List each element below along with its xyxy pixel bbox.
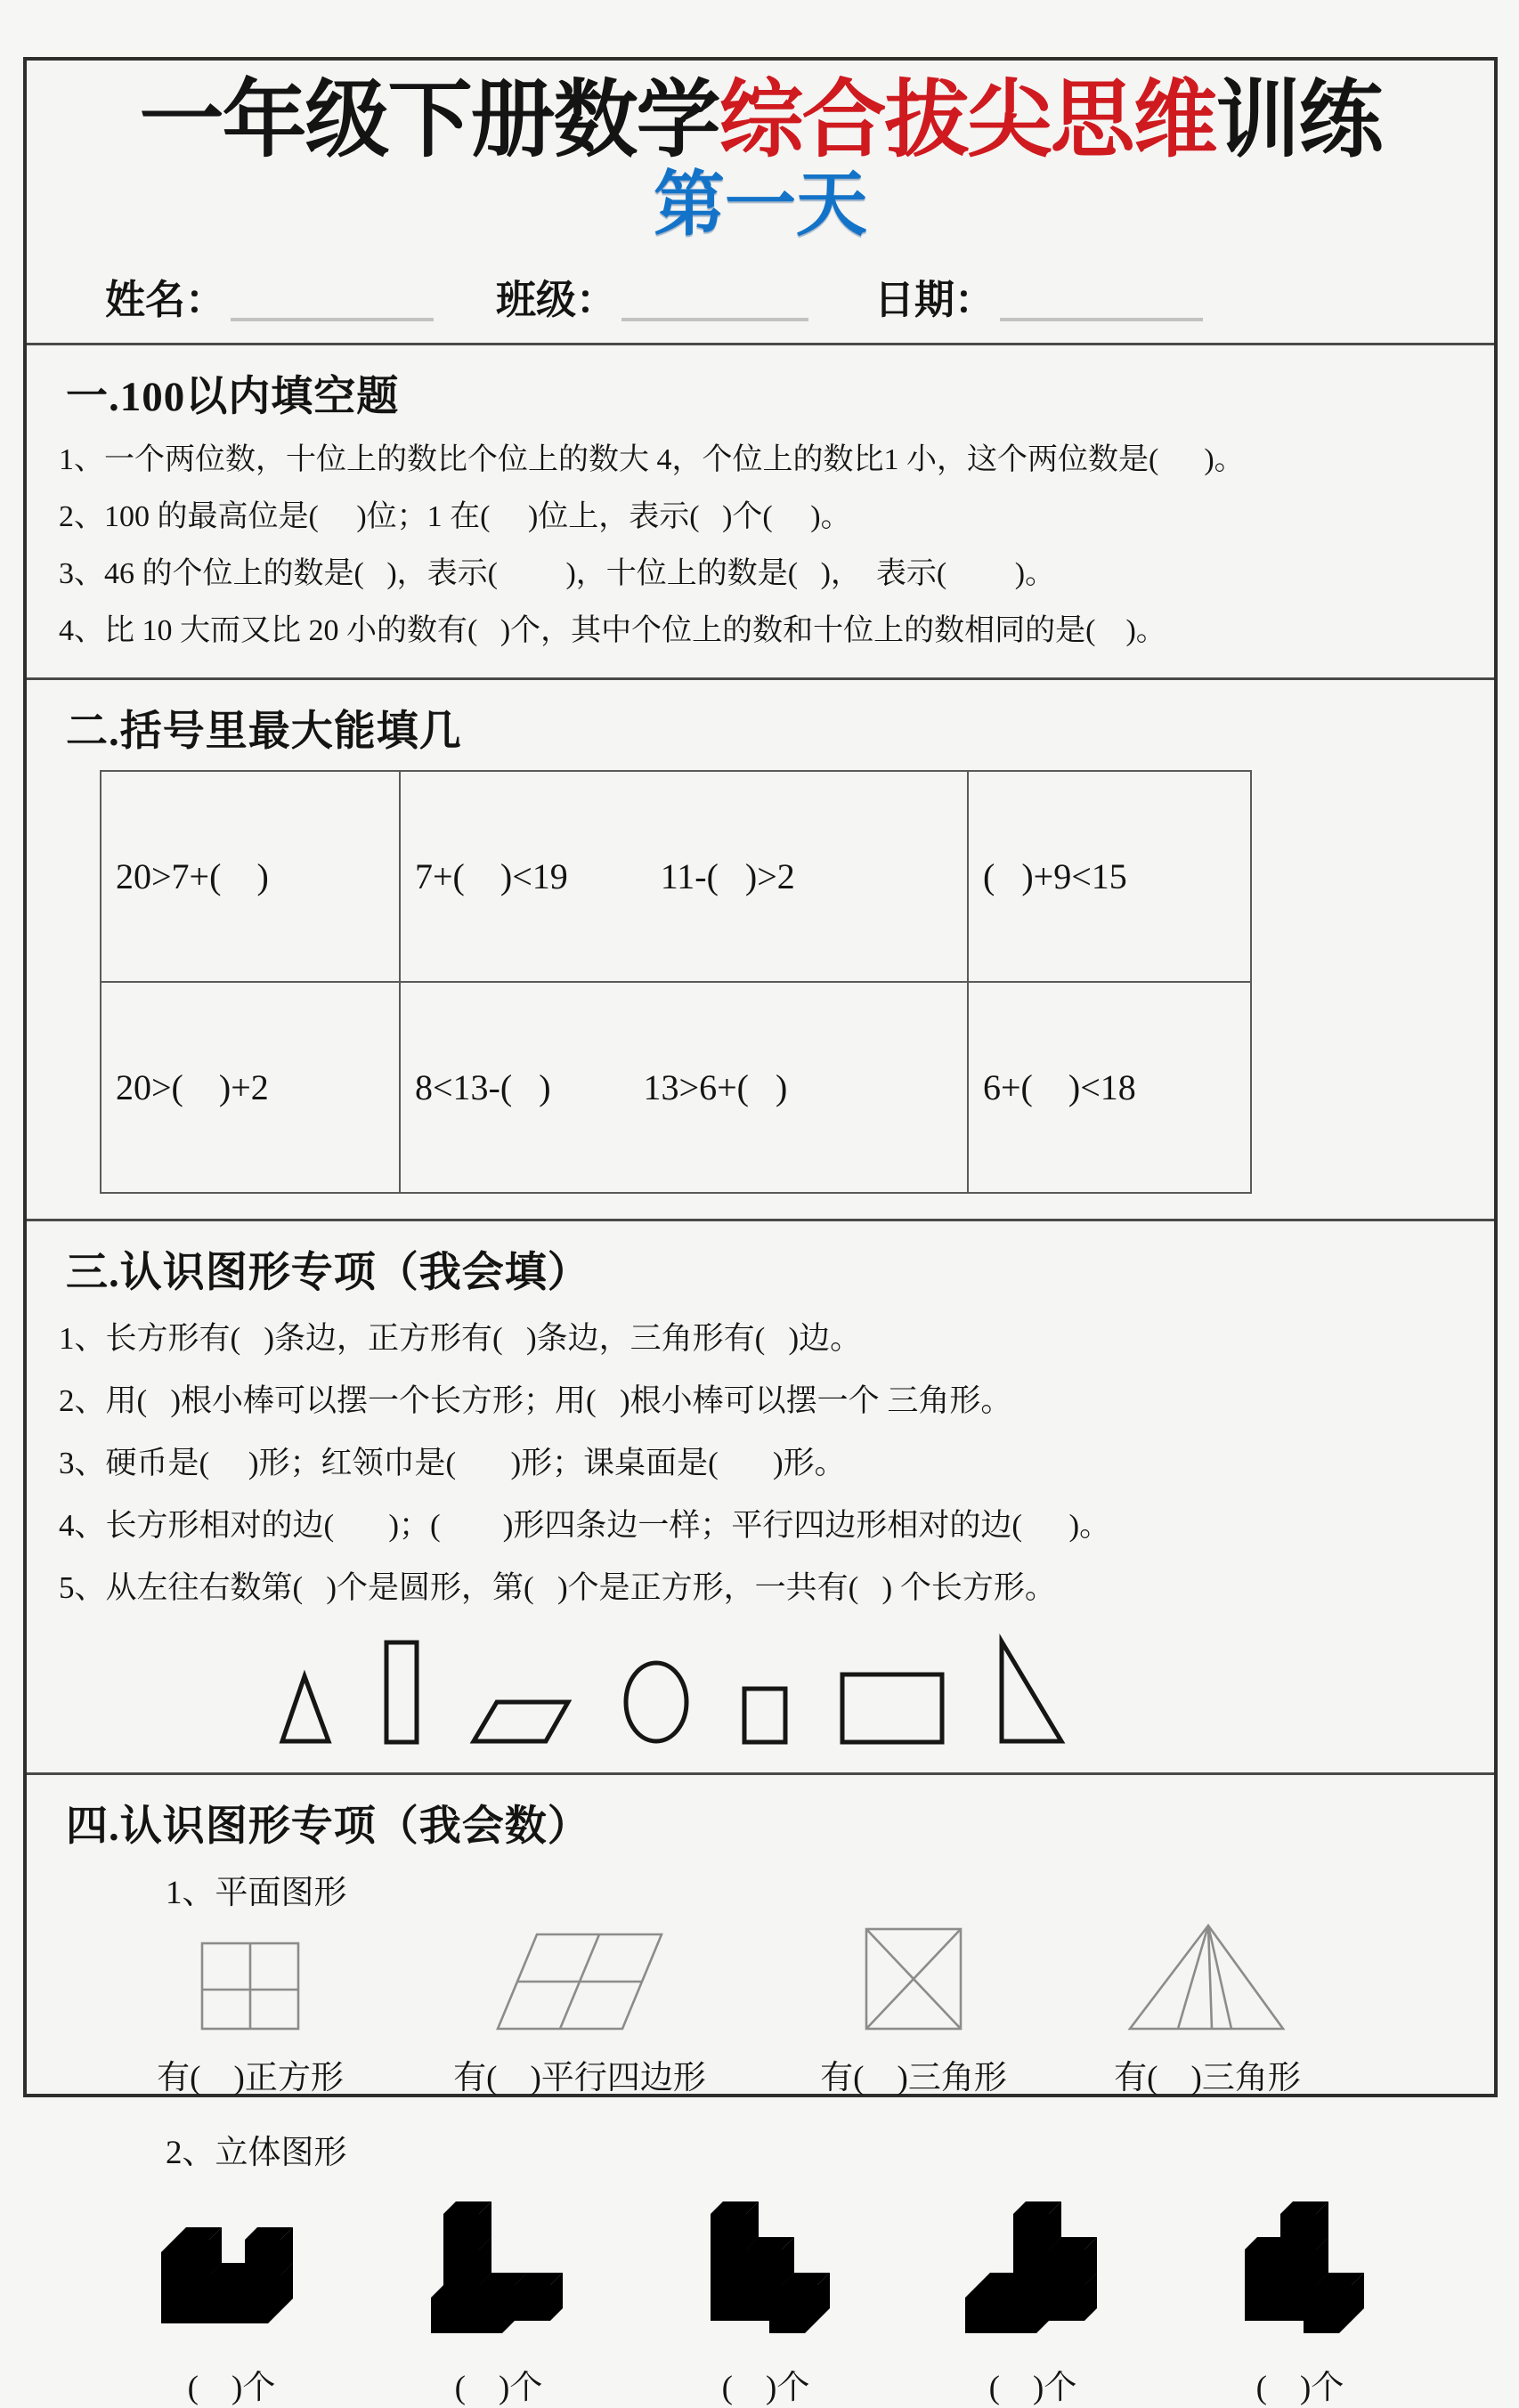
problem: 2、100 的最高位是( )位；1 在( )位上，表示( )个( )。 bbox=[59, 500, 851, 534]
max-fill-table bbox=[100, 770, 1252, 1194]
date-blank bbox=[1000, 279, 1203, 321]
square-grid-icon bbox=[199, 1940, 302, 2032]
cube-count-label: ( )个 bbox=[988, 2370, 1077, 2407]
cube-stack-icon bbox=[426, 2187, 573, 2347]
small-rectangle-icon bbox=[741, 1685, 789, 1746]
cube-count-label: ( )个 bbox=[454, 2370, 543, 2407]
section-divider bbox=[27, 1772, 1494, 1775]
title-part-black1: 一年级下册数学 bbox=[139, 73, 719, 167]
plane-figure-column bbox=[771, 1926, 1056, 2098]
student-info-row bbox=[105, 267, 1458, 325]
class-blank bbox=[621, 279, 808, 321]
table-row bbox=[101, 982, 1251, 1193]
plane-figures-subheading: 1、平面图形 bbox=[166, 1875, 347, 1912]
table-cell: 6+( )<18 bbox=[968, 982, 1251, 1193]
section-shapes-count bbox=[27, 1793, 1494, 2408]
section2-heading: 二.括号里最大能填几 bbox=[66, 709, 462, 756]
square-diagonals-icon bbox=[863, 1926, 964, 2032]
section3-heading: 三.认识图形专项（我会填） bbox=[66, 1250, 590, 1297]
cube-stack-icon bbox=[1227, 2187, 1374, 2347]
table-cell: 20>7+( ) bbox=[101, 771, 400, 982]
ellipse-icon bbox=[621, 1658, 691, 1746]
title-part-red: 综合拔尖思维 bbox=[719, 73, 1216, 167]
title-part-black2: 训练 bbox=[1215, 73, 1382, 167]
problem: 4、长方形相对的边( )；( )形四条边一样；平行四边形相对的边( )。 bbox=[59, 1508, 1111, 1544]
right-triangle-icon bbox=[995, 1637, 1067, 1746]
cube-stack-icon bbox=[156, 2194, 307, 2347]
parallelogram-icon bbox=[470, 1698, 572, 1746]
cube-figure-column bbox=[1166, 2187, 1434, 2408]
section-divider bbox=[27, 343, 1494, 345]
problem: 2、用( )根小棒可以摆一个长方形；用( )根小棒可以摆一个 三角形。 bbox=[59, 1383, 1012, 1419]
plane-figure-column bbox=[1056, 1922, 1359, 2098]
cube-count-label: ( )个 bbox=[721, 2370, 810, 2407]
plane-figure-label: 有( )三角形 bbox=[1114, 2060, 1301, 2097]
section-shapes-fill bbox=[27, 1239, 1494, 1746]
problem: 1、一个两位数，十位上的数比个位上的数大 4，个位上的数比1 小，这个两位数是( )。 bbox=[59, 443, 1245, 477]
plane-figure-label: 有( )三角形 bbox=[820, 2060, 1007, 2097]
section-divider bbox=[27, 677, 1494, 680]
page-subtitle: 第一天 bbox=[654, 165, 867, 245]
problem: 3、硬币是( )形；红领巾是( )形；课桌面是( )形。 bbox=[59, 1446, 846, 1481]
table-cell bbox=[400, 771, 968, 982]
section-fill-in-100 bbox=[27, 363, 1494, 660]
page-title bbox=[27, 73, 1494, 167]
cube-figure-column bbox=[98, 2194, 365, 2408]
expression: 8<13-( ) bbox=[415, 1067, 551, 1108]
name-blank bbox=[231, 279, 434, 321]
date-label: 日期： bbox=[874, 278, 995, 323]
table-cell bbox=[400, 982, 968, 1193]
plane-figure-label: 有( )正方形 bbox=[157, 2060, 344, 2097]
problem: 4、比 10 大而又比 20 小的数有( )个，其中个位上的数和十位上的数相同的是( )。 bbox=[59, 614, 1166, 648]
section-max-fill bbox=[27, 698, 1494, 1194]
solid-figures-subheading: 2、立体图形 bbox=[166, 2135, 347, 2172]
cube-stack-icon bbox=[693, 2187, 840, 2347]
cube-count-label: ( )个 bbox=[1255, 2370, 1344, 2407]
class-label: 班级： bbox=[496, 278, 617, 323]
wide-rectangle-icon bbox=[839, 1671, 946, 1746]
plane-figure-column bbox=[388, 1931, 771, 2098]
problem: 5、从左往右数第( )个是圆形，第( )个是正方形，一共有( ) 个长方形。 bbox=[59, 1570, 1056, 1606]
plane-figure-column bbox=[112, 1940, 388, 2098]
plane-figure-label: 有( )平行四边形 bbox=[453, 2060, 706, 2097]
table-cell: 20>( )+2 bbox=[101, 982, 400, 1193]
cube-figure-column bbox=[899, 2187, 1166, 2408]
plane-figures-row bbox=[112, 1922, 1462, 2098]
cube-figure-column bbox=[365, 2187, 632, 2408]
section1-heading: 一.100以内填空题 bbox=[66, 374, 400, 421]
expression: 13>6+( ) bbox=[643, 1067, 788, 1108]
triangle-icon bbox=[278, 1671, 333, 1746]
name-label: 姓名： bbox=[105, 278, 226, 323]
section4-heading: 四.认识图形专项（我会数） bbox=[66, 1804, 590, 1851]
problem: 3、46 的个位上的数是( )，表示( )，十位上的数是( )， 表示( )。 bbox=[59, 557, 1056, 591]
cube-stack-icon bbox=[960, 2187, 1107, 2347]
table-row bbox=[101, 771, 1251, 982]
shapes-row bbox=[278, 1634, 1462, 1746]
cube-figure-column bbox=[632, 2187, 899, 2408]
problem: 1、长方形有( )条边，正方形有( )条边，三角形有( )边。 bbox=[59, 1321, 862, 1357]
tall-rectangle-icon bbox=[383, 1639, 420, 1746]
cube-figures-row bbox=[98, 2187, 1462, 2408]
parallelogram-grid-icon bbox=[494, 1931, 665, 2032]
table-cell: ( )+9<15 bbox=[968, 771, 1251, 982]
expression: 11-( )>2 bbox=[660, 856, 795, 897]
section-divider bbox=[27, 1219, 1494, 1221]
triangle-fan-icon bbox=[1126, 1922, 1288, 2032]
worksheet-page bbox=[23, 57, 1498, 2407]
cube-count-label: ( )个 bbox=[187, 2370, 276, 2407]
expression: 7+( )<19 bbox=[415, 856, 568, 897]
